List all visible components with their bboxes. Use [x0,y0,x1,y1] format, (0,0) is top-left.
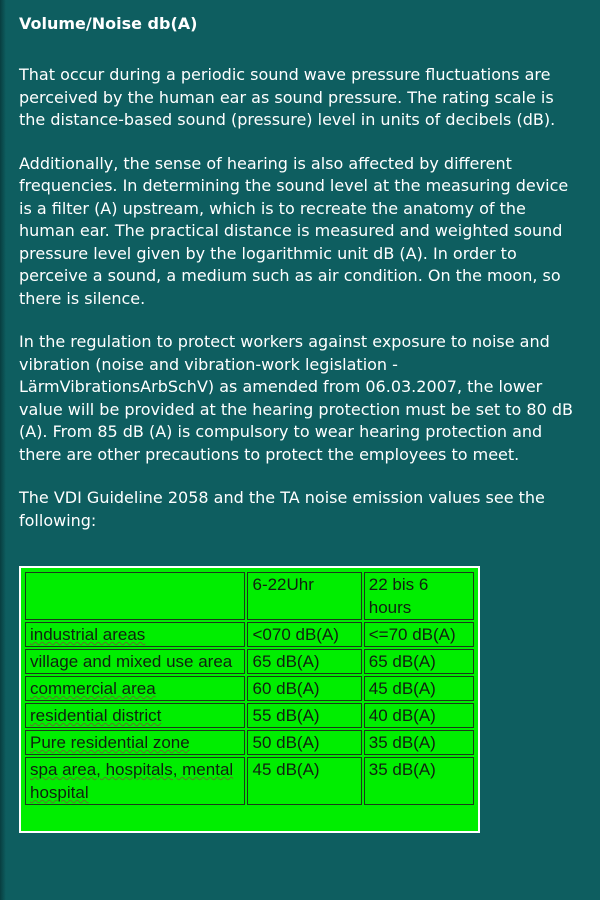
table-row [25,703,474,728]
table-cell-night: <=70 dB(A) [364,622,474,647]
table-cell-area: commercial area [25,676,245,701]
table-cell-area: spa area, hospitals, mental hospital [25,757,245,805]
paragraph-hearing-frequency: Additionally, the sense of hearing is also affected by different frequencies. In determining the sound level at the measuring device is a filter (A) upstream, which is to recreate the anatomy of the human ear. The practical distance is measured and weighted sound pressure level given by the logarithmic unit dB (A). In order to perceive a sound, a medium such as air condition. On the moon, so there is silence. [19,153,569,308]
table-header-row [25,572,474,620]
table-cell-night: 35 dB(A) [364,757,474,805]
paragraph-sound-pressure: That occur during a periodic sound wave pressure fluctuations are perceived by the human ear as sound pressure. The rating scale is the distance-based sound (pressure) level in units of decibels (dB). [19,65,556,129]
table-header-area [25,572,245,620]
paragraph-vdi-guideline: The VDI Guideline 2058 and the TA noise emission values see the following: [19,488,545,530]
table-cell-night: 45 dB(A) [364,676,474,701]
table-cell-day: 45 dB(A) [247,757,361,805]
table-cell-area: industrial areas [25,622,245,647]
table-cell-area: residential district [25,703,245,728]
table-cell-day: 50 dB(A) [247,730,361,755]
table-row [25,649,474,674]
left-edge-shadow [0,0,6,900]
article [19,12,579,553]
table-header-day: 6-22Uhr [247,572,361,620]
table-row [25,757,474,805]
table-cell-night: 35 dB(A) [364,730,474,755]
table-header-night: 22 bis 6 hours [364,572,474,620]
noise-values-table [23,570,476,807]
table-cell-day: 60 dB(A) [247,676,361,701]
table-cell-night: 65 dB(A) [364,649,474,674]
paragraph-regulation: In the regulation to protect workers against exposure to noise and vibration (noise and vibration-work legislation - LärmVibrationsArbSchV) as amended from 06.03.2007, the lower value will be provided at the hearing protection must be set to 80 dB (A). From 85 dB (A) is compulsory to wear hearing protection and there are other precautions to protect the employees to meet. [19,332,574,464]
table-cell-day: 55 dB(A) [247,703,361,728]
table-cell-day: <070 dB(A) [247,622,361,647]
table-row [25,730,474,755]
page-title: Volume/Noise db(A) [19,14,198,33]
table-cell-day: 65 dB(A) [247,649,361,674]
table-row [25,622,474,647]
noise-values-table-frame [19,566,480,833]
table-cell-area: Pure residential zone [25,730,245,755]
table-cell-area: village and mixed use area [25,649,245,674]
table-cell-night: 40 dB(A) [364,703,474,728]
table-row [25,676,474,701]
